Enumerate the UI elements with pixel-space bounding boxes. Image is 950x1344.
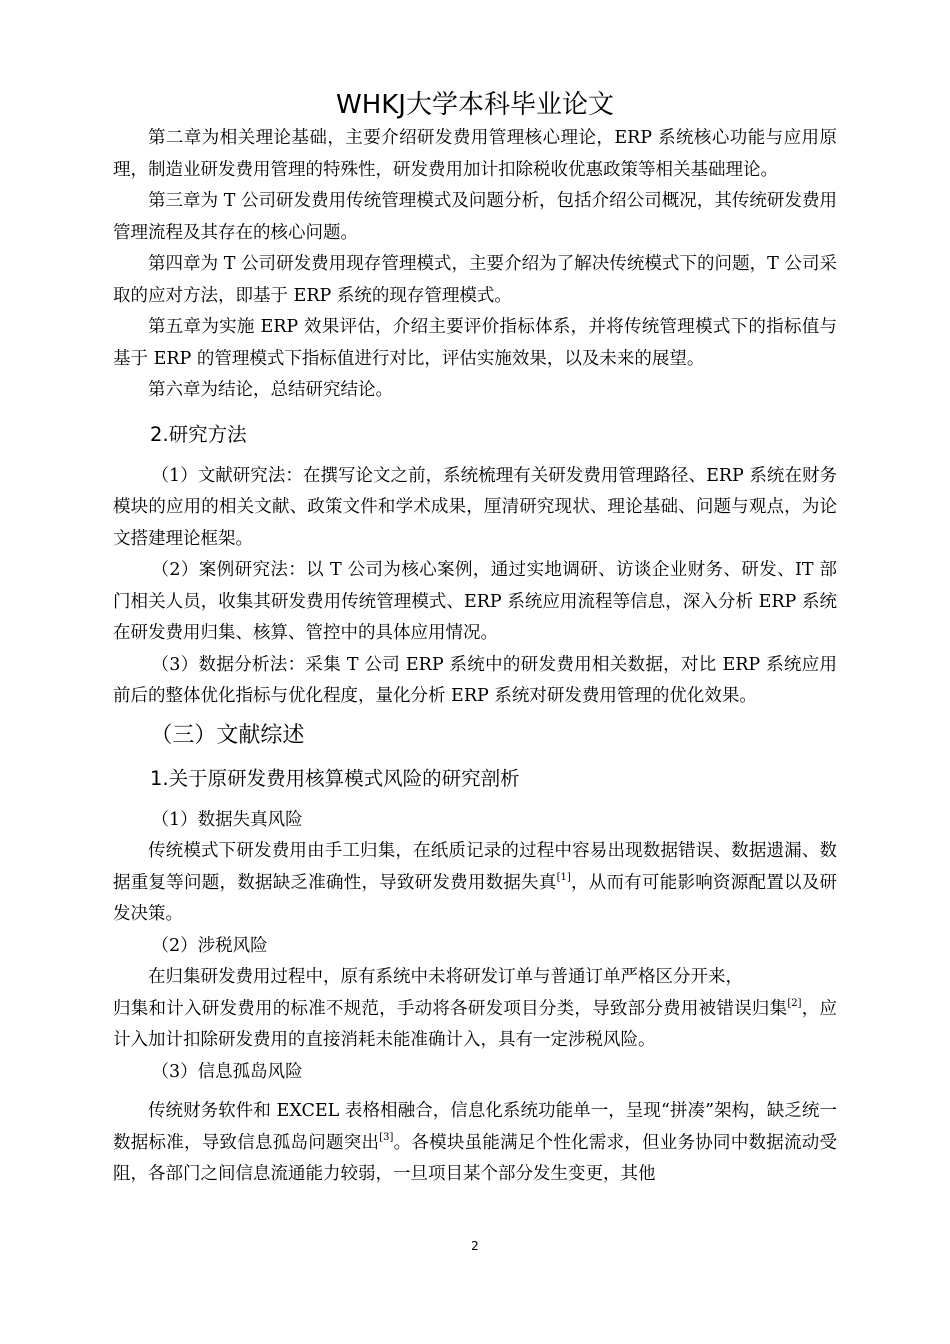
text-segment: 传统模式下研发费用由手工归集，在纸质记录的过程中容易出现数据错误、数据遗漏、数据重复等问题，数据缺乏准确性，导致研发费用数据失真 xyxy=(113,841,837,893)
text-segment: ，应计入加计扣除研发费用的直接消耗未能准确计入，具有一定涉税风险。 xyxy=(113,998,838,1050)
heading-research-methods: 2.研究方法 xyxy=(150,422,247,446)
paragraph-chapter-3: 第三章为 T 公司研发费用传统管理模式及问题分析，包括介绍公司概况，其传统研发费用管理流程及其存在的核心问题。 xyxy=(113,191,837,243)
text-segment: 传统财务软件和 EXCEL 表格相融合，信息化系统功能单一，呈现“拼凑”架构，缺乏统一数据标准，导致信息孤岛问题突出 xyxy=(113,1101,837,1153)
paragraph-chapter-6: 第六章为结论，总结研究结论。 xyxy=(148,380,393,400)
paragraph-info-island xyxy=(113,1096,837,1191)
paragraph-method-data: （3）数据分析法：采集 T 公司 ERP 系统中的研发费用相关数据，对比 ERP 系统应用前后的整体优化指标与优化程度，量化分析 ERP 系统对研发费用管理的优化效果。 xyxy=(113,654,837,706)
paragraph-method-case: （2）案例研究法：以 T 公司为核心案例，通过实地调研、访谈企业财务、研发、IT 部门相关人员，收集其研发费用传统管理模式、ERP 系统应用流程等信息，深入分析 ERP 系统在研发费用归集、核算、管控中的具体应用情况。 xyxy=(113,560,837,643)
page-header-title: WHKJ大学本科毕业论文 xyxy=(336,90,614,120)
subheading-data-distortion-risk: （1）数据失真风险 xyxy=(151,809,303,830)
citation-1: [1] xyxy=(556,871,571,883)
document-body xyxy=(113,123,837,1191)
text-segment: 。各模块虽能满足个性化需求，但业务协同中数据流动受阻，各部门之间信息流通能力较弱，一旦项目某个部分发生变更，其他 xyxy=(113,1132,838,1184)
paragraph-chapter-4: 第四章为 T 公司研发费用现存管理模式，主要介绍为了解决传统模式下的问题，T 公司采取的应对方法，即基于 ERP 系统的现存管理模式。 xyxy=(113,254,837,306)
page-number: 2 xyxy=(471,1239,479,1253)
citation-2: [2] xyxy=(787,997,802,1009)
paragraph-method-literature: （1）文献研究法：在撰写论文之前，系统梳理有关研发费用管理路径、ERP 系统在财务模块的应用的相关文献、政策文件和学术成果，厘清研究现状、理论基础、问题与观点，为论文搭建理论框架。 xyxy=(113,465,837,549)
paragraph-chapter-2: 第二章为相关理论基础，主要介绍研发费用管理核心理论，ERP 系统核心功能与应用原理，制造业研发费用管理的特殊性，研发费用加计扣除税收优惠政策等相关基础理论。 xyxy=(113,128,837,180)
text-segment: 归集和计入研发费用的标准不规范，手动将各研发项目分类，导致部分费用被错误归集 xyxy=(113,998,788,1019)
paragraph-data-distortion xyxy=(113,836,837,931)
heading-literature-review: （三）文献综述 xyxy=(150,722,305,748)
citation-3: [3] xyxy=(379,1131,394,1143)
subheading-tax-risk: （2）涉税风险 xyxy=(151,935,268,956)
paragraph-tax-risk-line1: 在归集研发费用过程中，原有系统中未将研发订单与普通订单严格区分开来， xyxy=(148,967,743,987)
paragraph-tax-risk xyxy=(113,994,837,1057)
heading-risk-analysis: 1.关于原研发费用核算模式风险的研究剖析 xyxy=(150,766,520,790)
paragraph-chapter-5: 第五章为实施 ERP 效果评估，介绍主要评价指标体系，并将传统管理模式下的指标值与基于 ERP 的管理模式下指标值进行对比，评估实施效果，以及未来的展望。 xyxy=(113,317,837,369)
text-segment: ，从而有可能影响资源配置以及研发决策。 xyxy=(113,872,837,924)
subheading-info-island-risk: （3）信息孤岛风险 xyxy=(151,1061,303,1082)
